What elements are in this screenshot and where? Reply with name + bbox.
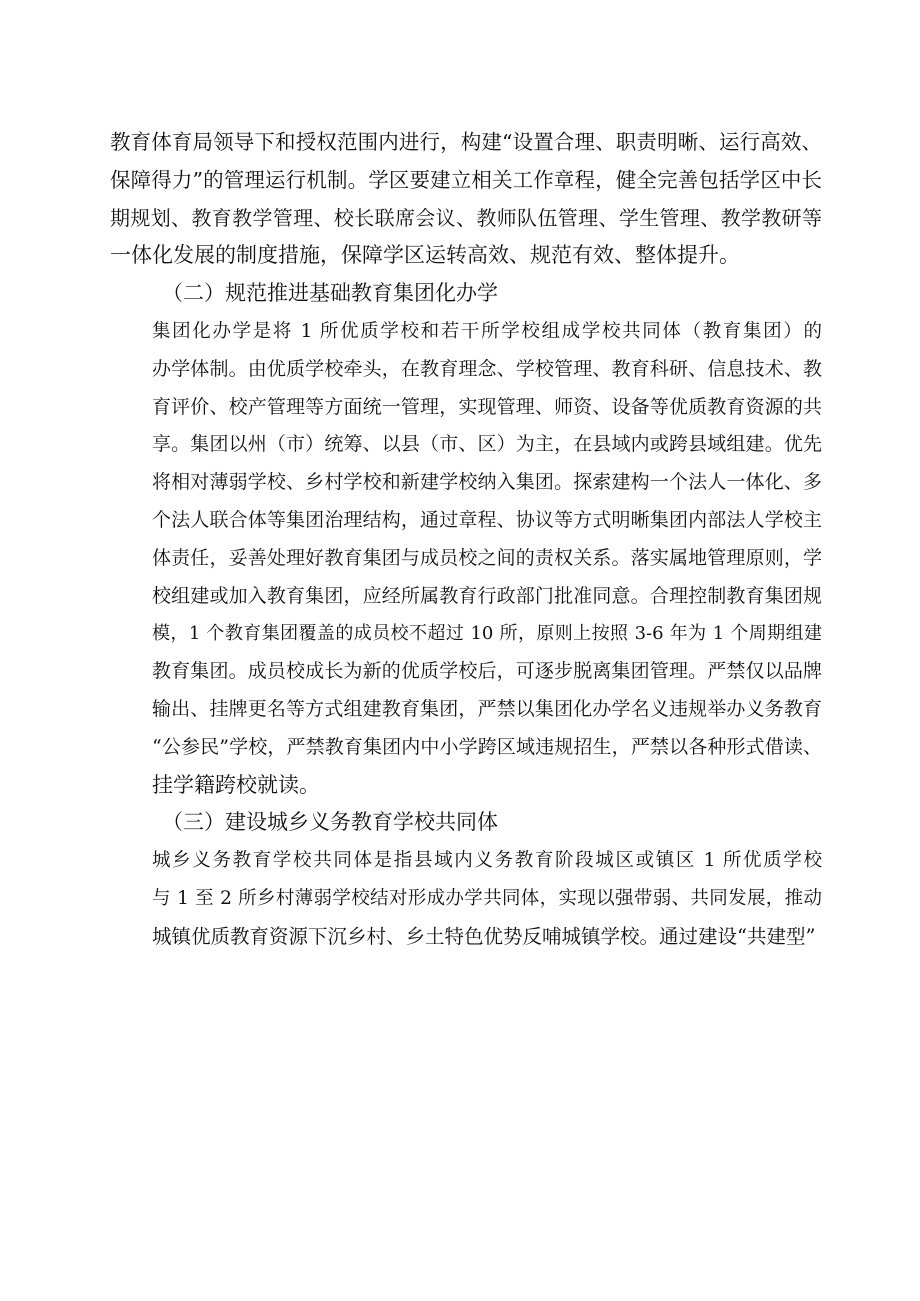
body-paragraph: [110, 842, 822, 955]
text-line: 将相对薄弱学校、乡村学校和新建学校纳入集团。探索建构一个法人一体化、多: [152, 471, 822, 494]
body-paragraph: [110, 313, 822, 804]
text-line: 教育体育局领导下和授权范围内进行，构建“设置合理、职责明晰、运行高效、: [110, 130, 822, 154]
text-line: 享。集团以州（市）统筹、以县（市、区）为主，在县域内或跨县域组建。优先: [152, 433, 822, 456]
text-line: （二）规范推进基础教育集团化办学: [162, 281, 498, 306]
body-paragraph: [110, 124, 822, 275]
text-line: 城乡义务教育学校共同体是指县域内义务教育阶段城区或镇区 1 所优质学校: [152, 850, 822, 872]
text-line: 城镇优质教育资源下沉乡村、乡土特色优势反哺城镇学校。通过建设“共建型”: [152, 924, 816, 948]
text-line: 输出、挂牌更名等方式组建教育集团，严禁以集团化办学名义违规举办义务教育: [152, 697, 822, 720]
section-heading: [110, 804, 822, 842]
text-line: 期规划、教育教学管理、校长联席会议、教师队伍管理、学生管理、教学教研等: [110, 205, 822, 230]
text-line: 保障得力”的管理运行机制。学区要建立相关工作章程，健全完善包括学区中长: [110, 167, 822, 192]
text-line: 校组建或加入教育集团，应经所属教育行政部门批准同意。合理控制教育集团规: [152, 584, 822, 607]
text-line: 模，1 个教育集团覆盖的成员校不超过 10 所，原则上按照 3-6 年为 1 个周期组建: [152, 623, 822, 645]
text-line: 育评价、校产管理等方面统一管理，实现管理、师资、设备等优质教育资源的共: [152, 395, 822, 418]
text-line: 与 1 至 2 所乡村薄弱学校结对形成办学共同体，实现以强带弱、共同发展，推动: [152, 887, 822, 909]
text-line: 集团化办学是将 1 所优质学校和若干所学校组成学校共同体（教育集团）的: [152, 320, 822, 342]
text-line: “公参民”学校，严禁教育集团内中小学跨区域违规招生，严禁以各种形式借读、: [152, 735, 822, 758]
text-line: 挂学籍跨校就读。: [152, 772, 320, 797]
text-line: 体责任，妥善处理好教育集团与成员校之间的责权关系。落实属地管理原则，学: [152, 546, 822, 569]
text-line: 一体化发展的制度措施，保障学区运转高效、规范有效、整体提升。: [110, 243, 740, 268]
document-body: [110, 124, 822, 956]
section-heading: [110, 275, 822, 313]
text-line: （三）建设城乡义务教育学校共同体: [162, 810, 498, 835]
text-line: 教育集团。成员校成长为新的优质学校后，可逐步脱离集团管理。严禁仅以品牌: [152, 660, 822, 683]
text-line: 办学体制。由优质学校牵头，在教育理念、学校管理、教育科研、信息技术、教: [152, 357, 822, 380]
text-line: 个法人联合体等集团治理结构，通过章程、协议等方式明晰集团内部法人学校主: [152, 508, 822, 531]
